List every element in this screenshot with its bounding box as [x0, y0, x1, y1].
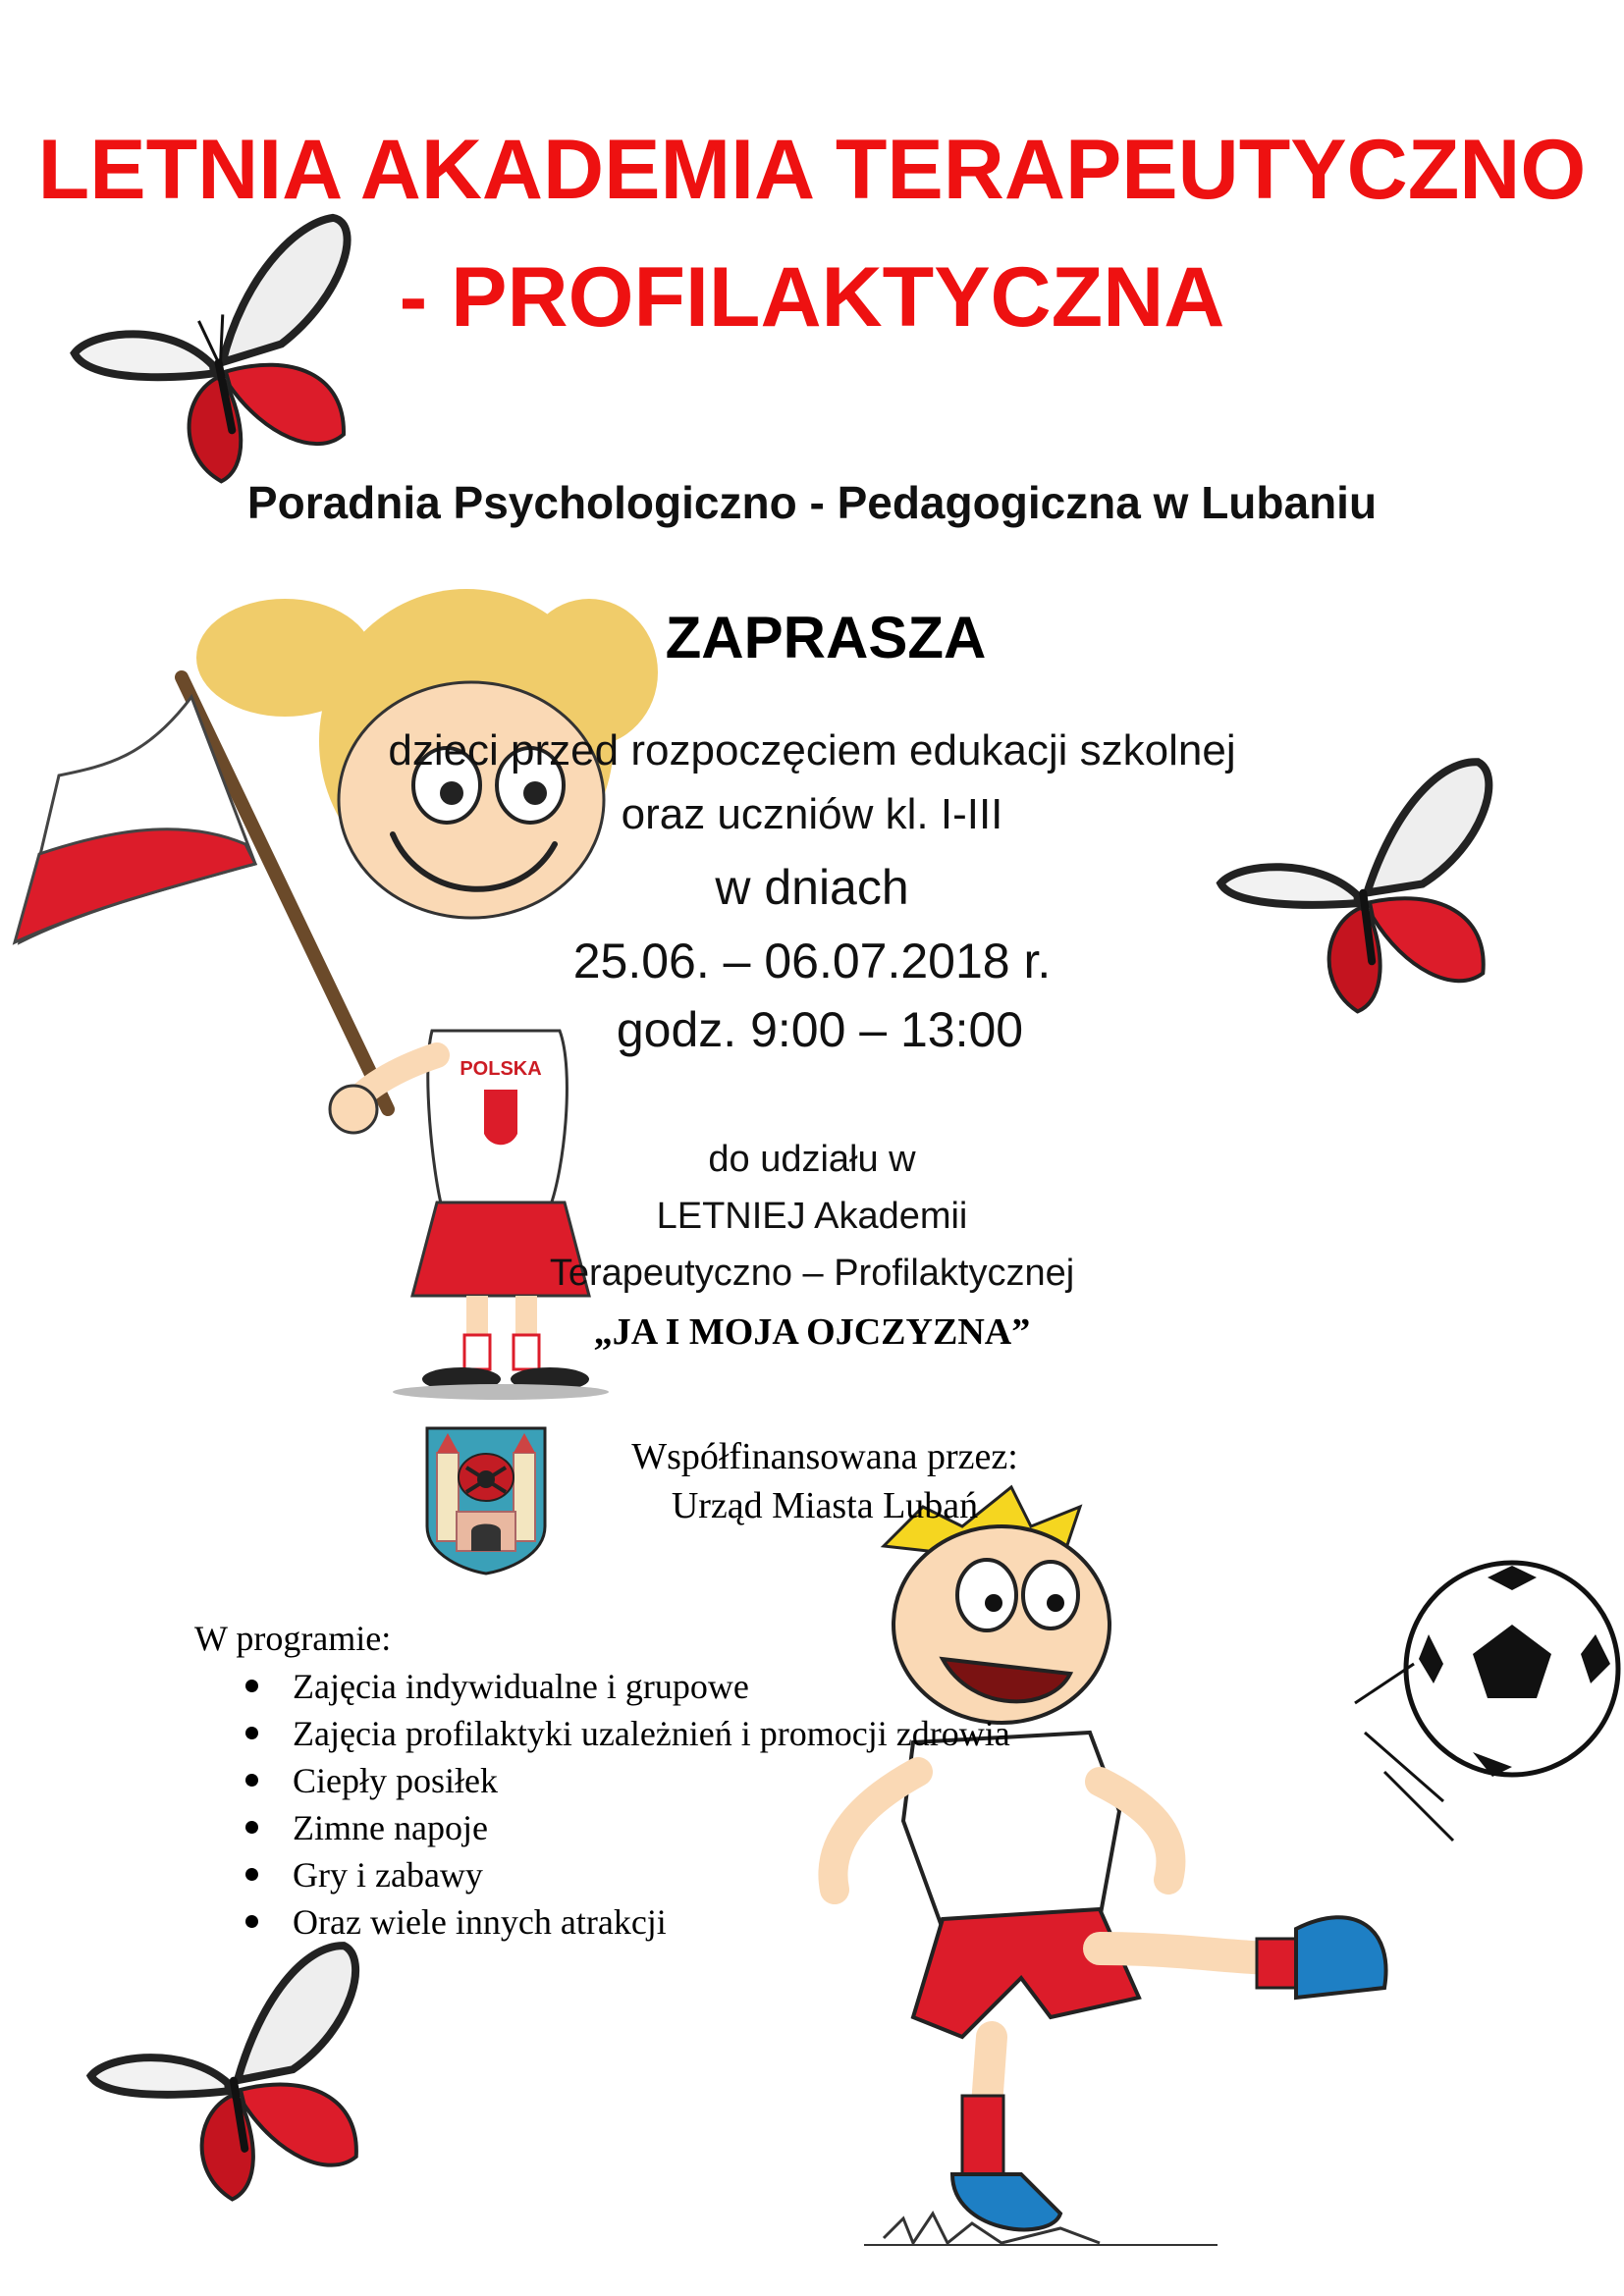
shirt-text: POLSKA [460, 1058, 542, 1080]
list-item: Zajęcia profilaktyki uzależnień i promocji zdrowia [245, 1710, 1010, 1757]
lubań-coat-of-arms-logo [417, 1418, 555, 1575]
list-item: Gry i zabawy [245, 1851, 1010, 1898]
list-item: Zajęcia indywidualne i grupowe [245, 1663, 1010, 1710]
invite-heading: ZAPRASZA [665, 605, 987, 670]
organizer: Poradnia Psychologiczno - Pedagogiczna w Lubaniu [246, 477, 1378, 528]
soccer-ball-icon [1406, 1563, 1618, 1777]
bullet-icon [245, 1680, 258, 1692]
list-item: Zimne napoje [245, 1804, 1010, 1851]
page-title-line-1: LETNIA AKADEMIA TERAPEUTYCZNO [37, 123, 1587, 217]
page-title-line-2: - PROFILAKTYCZNA [399, 250, 1225, 345]
audience-line-2: oraz uczniów kl. I-III [621, 790, 1003, 838]
funding-label: Współfinansowana przez: [631, 1436, 1018, 1477]
audience-line-1: dzieci przed rozpoczęciem edukacji szkolnej [388, 726, 1236, 774]
list-item: Ciepły posiłek [245, 1757, 1010, 1804]
butterfly-icon [74, 1944, 388, 2238]
bullet-icon [245, 1774, 258, 1787]
funding-institution: Urząd Miasta Lubań [671, 1485, 979, 1526]
participation-line-3: Terapeutyczno – Profilaktycznej [549, 1253, 1075, 1294]
hours: godz. 9:00 – 13:00 [616, 1002, 1024, 1057]
participation-line-1: do udziału w [708, 1139, 916, 1180]
list-item: Oraz wiele innych atrakcji [245, 1898, 1010, 1946]
dates-intro: w dniach [715, 860, 909, 915]
bullet-icon [245, 1915, 258, 1928]
bullet-icon [245, 1727, 258, 1739]
dates-range: 25.06. – 06.07.2018 r. [572, 934, 1052, 988]
bullet-icon [245, 1821, 258, 1834]
program-heading: W programie: [194, 1619, 392, 1658]
bullet-icon [245, 1868, 258, 1881]
program-list [245, 1663, 1010, 1946]
participation-line-2: LETNIEJ Akademii [656, 1196, 968, 1237]
program-theme: „JA I MOJA OJCZYZNA” [593, 1311, 1031, 1353]
